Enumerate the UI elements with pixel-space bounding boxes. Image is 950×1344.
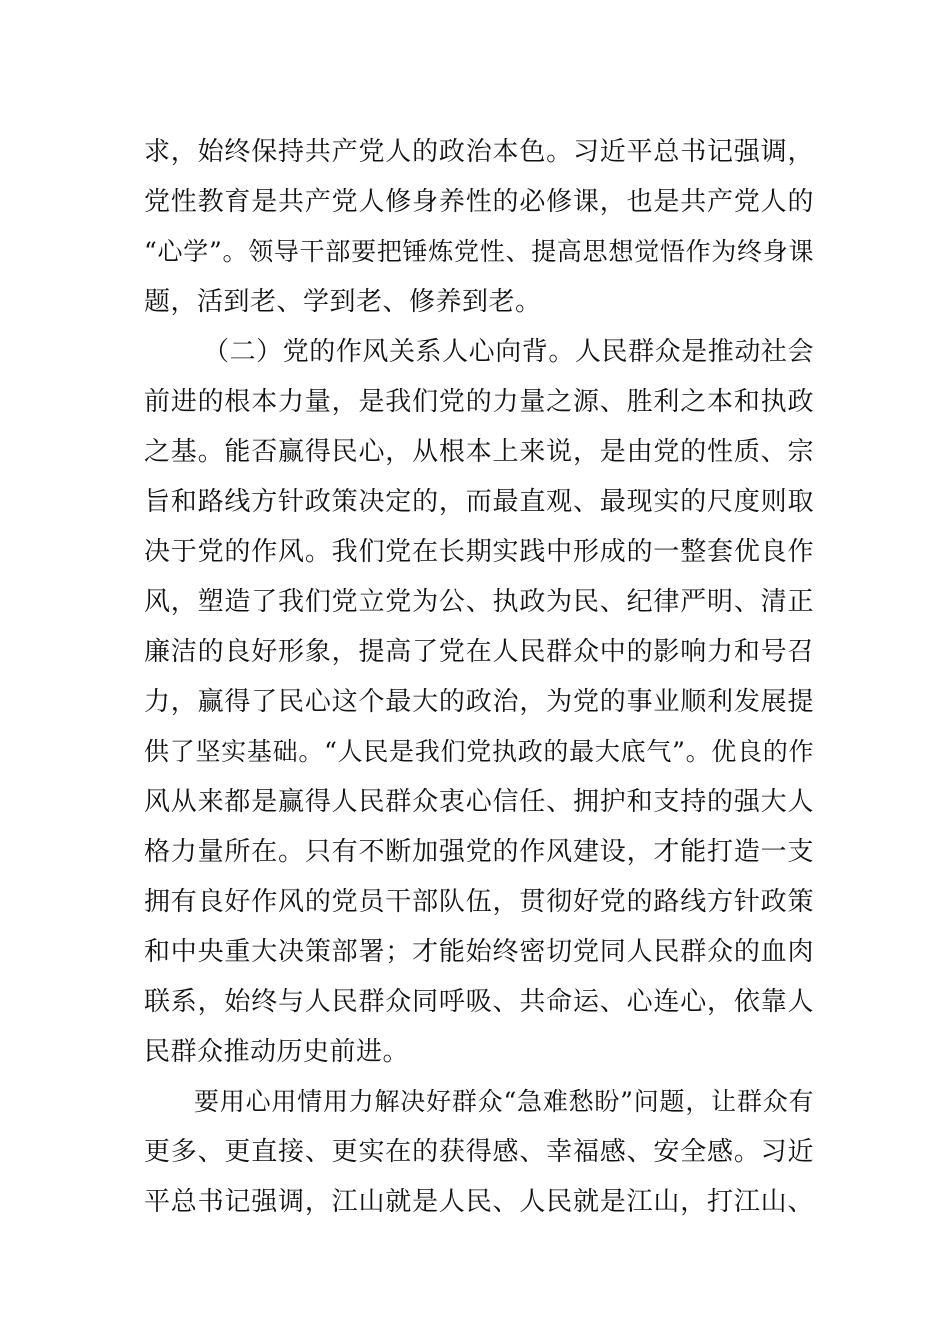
text-line: 更多、更直接、更实在的获得感、幸福感、安全感。习近 [144, 1137, 814, 1167]
text-line: 风，塑造了我们党立党为公、执政为民、纪律严明、清正 [144, 587, 814, 617]
text-line: 廉洁的良好形象，提高了党在人民群众中的影响力和号召 [144, 637, 814, 667]
text-line: 民群众推动历史前进。 [144, 1037, 410, 1067]
text-line: 前进的根本力量，是我们党的力量之源、胜利之本和执政 [144, 387, 814, 417]
section-heading-line: （二）党的作风关系人心向背。人民群众是推动社会 [203, 337, 814, 367]
text-line: 力，赢得了民心这个最大的政治，为党的事业顺利发展提 [144, 687, 814, 717]
text-line: 联系，始终与人民群众同呼吸、共命运、心连心，依靠人 [144, 987, 814, 1017]
text-line: 和中央重大决策部署；才能始终密切党同人民群众的血肉 [144, 937, 814, 967]
text-line: 题，活到老、学到老、修养到老。 [144, 287, 542, 317]
text-line: 平总书记强调，江山就是人民、人民就是江山，打江山、 [144, 1187, 814, 1217]
text-line: 供了坚实基础。“人民是我们党执政的最大底气”。优良的作 [144, 737, 814, 766]
text-line: 拥有良好作风的党员干部队伍，贯彻好党的路线方针政策 [144, 887, 814, 917]
text-line: 旨和路线方针政策决定的，而最直观、最现实的尺度则取 [144, 487, 814, 517]
text-line: 党性教育是共产党人修身养性的必修课，也是共产党人的 [144, 187, 814, 217]
text-line: 要用心用情用力解决好群众“急难愁盼”问题，让群众有 [194, 1087, 814, 1116]
text-line: 格力量所在。只有不断加强党的作风建设，才能打造一支 [144, 837, 814, 867]
text-line: 决于党的作风。我们党在长期实践中形成的一整套优良作 [144, 537, 814, 567]
text-line: “心学”。领导干部要把锤炼党性、提高思想觉悟作为终身课 [144, 237, 814, 266]
text-line: 之基。能否赢得民心，从根本上来说，是由党的性质、宗 [144, 437, 814, 467]
text-line: 风从来都是赢得人民群众衷心信任、拥护和支持的强大人 [144, 787, 814, 817]
text-line: 求，始终保持共产党人的政治本色。习近平总书记强调， [144, 137, 814, 167]
